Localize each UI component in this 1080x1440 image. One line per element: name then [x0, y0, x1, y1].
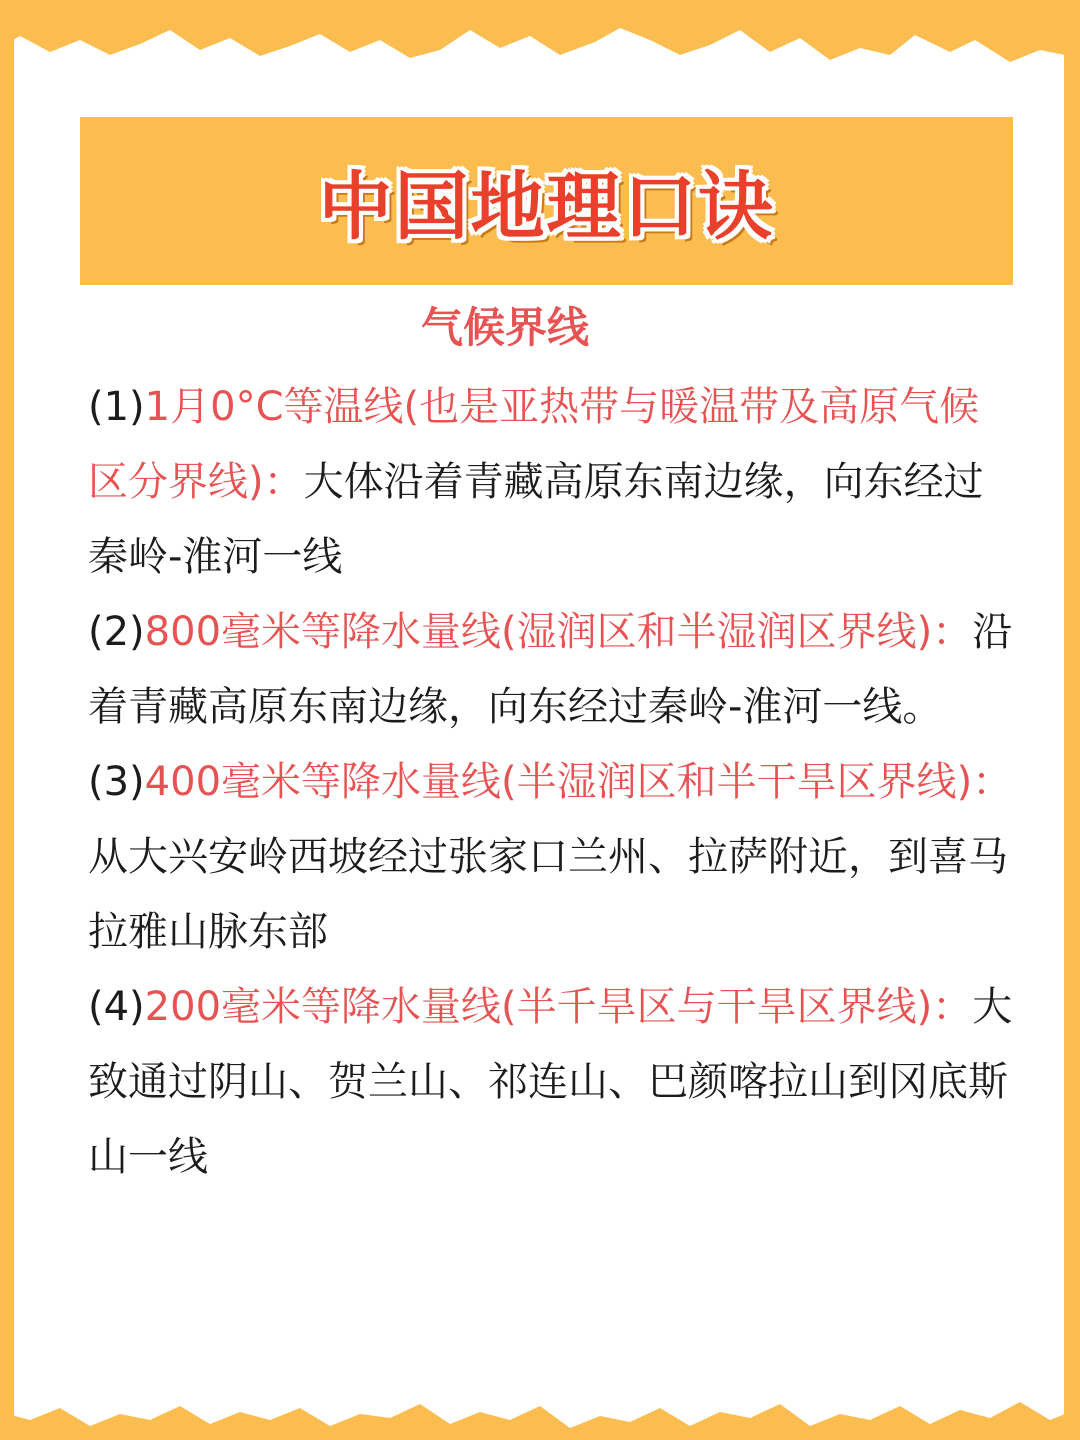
- item-body: 沿着青藏高原东南边缘，向东经过秦岭-淮河一线。: [88, 609, 1013, 730]
- item-highlight: 400毫米等降水量线(半湿润区和半干旱区界线)：: [144, 759, 1013, 805]
- item-body: 从大兴安岭西坡经过张家口兰州、拉萨附近，到喜马拉雅山脉东部: [88, 834, 1008, 955]
- item-highlight: 800毫米等降水量线(湿润区和半湿润区界线)：: [144, 609, 973, 655]
- item-number: (4): [88, 984, 145, 1030]
- item-highlight: 1月0°C等温线(也是亚热带与暖温带及高原气候区分界线)：: [88, 384, 980, 505]
- item-number: (1): [88, 384, 145, 430]
- climate-boundary-list: [88, 370, 1018, 1195]
- item-body: 大致通过阴山、贺兰山、祁连山、巴颜喀拉山到冈底斯山一线: [88, 984, 1013, 1180]
- list-item: [88, 595, 1018, 745]
- item-body: 大体沿着青藏高原东南边缘，向东经过秦岭-淮河一线: [88, 459, 984, 580]
- list-item: [88, 970, 1018, 1195]
- item-number: (3): [88, 759, 145, 805]
- list-item: [88, 745, 1018, 970]
- page-title: 中国地理口诀: [318, 164, 775, 250]
- item-highlight: 200毫米等降水量线(半千旱区与干旱区界线)：: [144, 984, 973, 1030]
- torn-edge-bottom: [0, 1390, 1080, 1440]
- item-number: (2): [88, 609, 145, 655]
- section-title: 气候界线: [420, 303, 589, 352]
- torn-edge-top: [0, 0, 1080, 70]
- title-banner: [80, 117, 1013, 285]
- list-item: [88, 370, 1018, 595]
